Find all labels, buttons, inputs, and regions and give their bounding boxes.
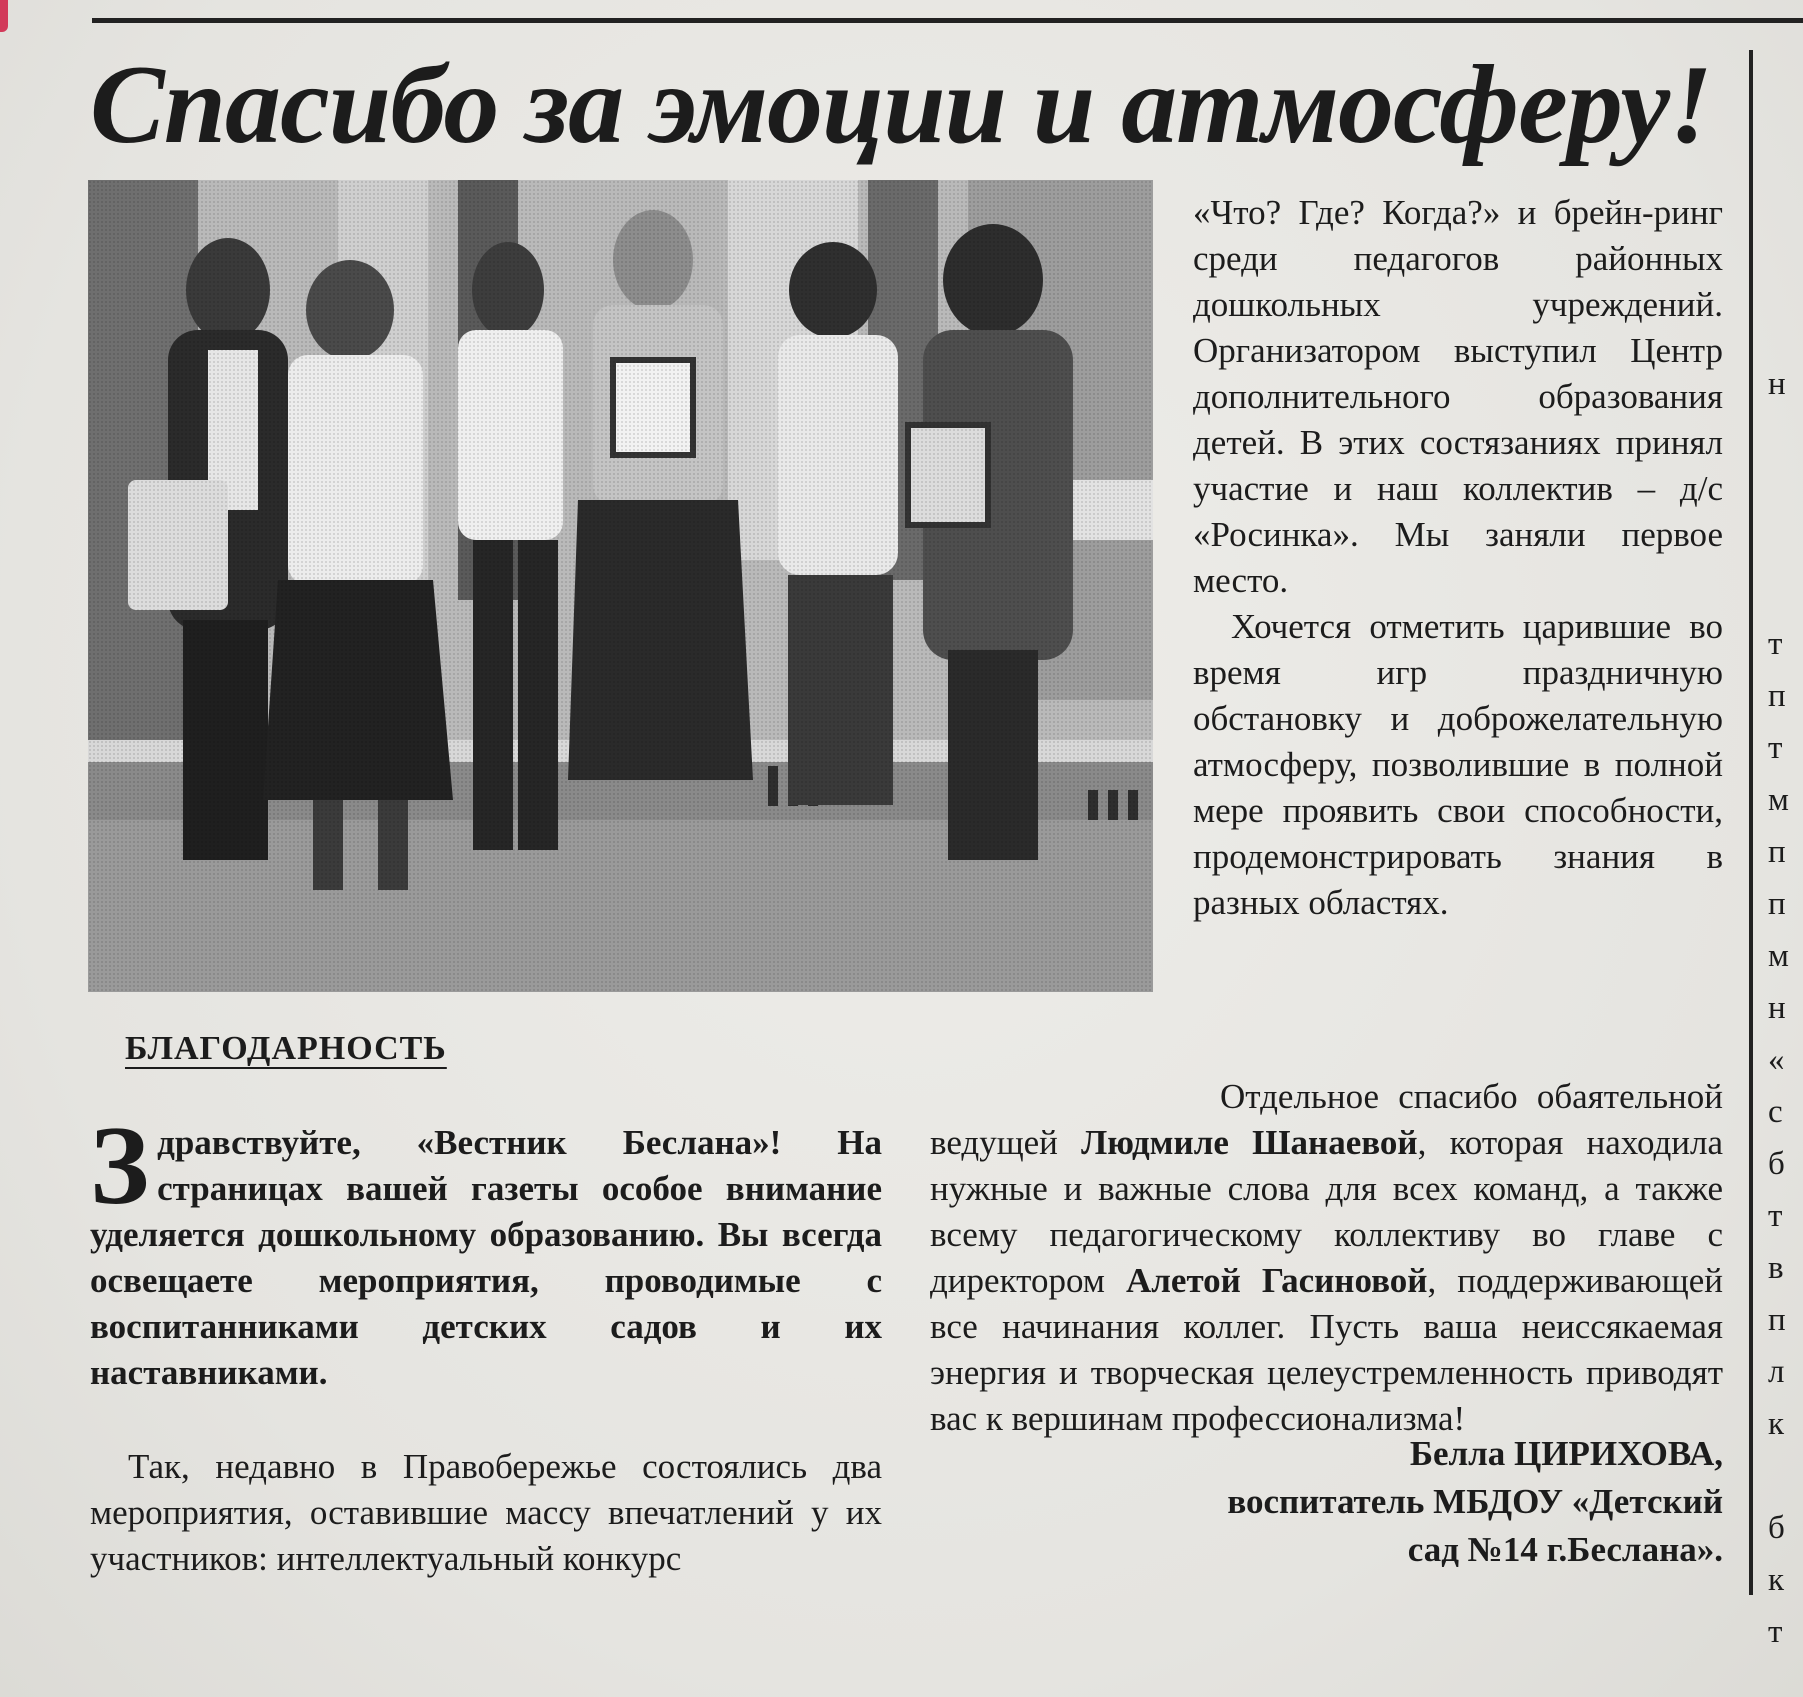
edge-letter: м (1768, 782, 1789, 818)
lead-paragraph (90, 1104, 882, 1396)
edge-letter (1768, 516, 1803, 568)
thanks-part-3: , поддерживающей все начинания коллег. Пусть ваша неиссякаемая энергия и творческая целеустремленность приводят вас к вершинам профессионализма! (930, 1261, 1724, 1438)
edge-letter: к (1768, 1406, 1785, 1442)
edge-letter: н (1768, 990, 1786, 1026)
edge-letter: п (1768, 834, 1786, 870)
top-rule (92, 18, 1803, 23)
drop-cap: З (90, 1104, 150, 1228)
right-paragraph-2: Хочется отметить царившие во время игр праздничную обстановку и доброжелательную атмосферу, позволившие в полной мере проявить свои способности, продемонстрировать знания в разных областях. (1193, 607, 1723, 922)
edge-letter: н (1768, 366, 1786, 402)
edge-letter: б (1768, 1510, 1785, 1546)
column-divider (1749, 50, 1753, 1595)
edge-letter: в (1768, 1250, 1784, 1286)
edge-letter: т (1768, 1198, 1783, 1234)
edge-letter: п (1768, 678, 1786, 714)
left-body-text (90, 1444, 882, 1582)
edge-letter (1768, 568, 1803, 620)
edge-letter: т (1768, 730, 1783, 766)
edge-letter: к (1768, 1562, 1785, 1598)
edge-letter: т (1768, 626, 1783, 662)
edge-letter: п (1768, 886, 1786, 922)
adjacent-column-fragment (1768, 360, 1803, 1660)
lead-text: дравствуйте, «Вестник Беслана»! На страницах вашей газеты особое внимание уделяется дошкольному образованию. Вы всегда освещаете мероприятия, проводимые с воспитанниками детских садов и их наставниками. (90, 1123, 882, 1392)
author-signature (930, 1430, 1723, 1574)
edge-letter: л (1768, 1354, 1785, 1390)
director-name: Алетой Гасиновой (1126, 1261, 1428, 1300)
thanks-part-1: Отдельное спасибо обаятельной ведущей (930, 1077, 1723, 1162)
host-name: Людмиле Шанаевой (1081, 1123, 1418, 1162)
edge-letter: с (1768, 1094, 1783, 1130)
right-column-text (1193, 190, 1723, 926)
edge-letter (1768, 464, 1803, 516)
signature-line-2: воспитатель МБДОУ «Детский (1227, 1482, 1723, 1521)
left-paragraph: Так, недавно в Правобережье состоялись два мероприятия, оставившие массу впечатлений у их участников: интеллектуальный конкурс (90, 1447, 882, 1578)
edge-letter (1768, 412, 1803, 464)
group-photo (88, 180, 1153, 992)
edge-letter: м (1768, 938, 1789, 974)
edge-letter: п (1768, 1302, 1786, 1338)
red-corner-mark (0, 0, 8, 32)
edge-letter: « (1768, 1042, 1785, 1078)
signature-line-1: Белла ЦИРИХОВА, (1409, 1434, 1723, 1473)
section-kicker: БЛАГОДАРНОСТЬ (125, 1030, 447, 1067)
thanks-paragraph (930, 1074, 1723, 1442)
right-paragraph-1: «Что? Где? Когда?» и брейн-ринг среди педагогов районных дошкольных учреждений. Организатором выступил Центр дополнительного образования детей. В этих состязаниях принял участие и наш коллектив – д/с «Росинка». Мы заняли первое место. (1193, 193, 1723, 600)
edge-letter: б (1768, 1146, 1785, 1182)
edge-letter (1768, 1452, 1803, 1504)
article-headline: Спасибо за эмоции и атмосферу! (90, 43, 1712, 167)
thanks-part-2: , которая находила нужные и важные слова для всех команд, а также всему педагогическому коллективу во главе с директором (930, 1123, 1723, 1300)
thanks-text (930, 1074, 1723, 1442)
signature-line-3: сад №14 г.Беслана». (1407, 1530, 1723, 1569)
edge-letter: т (1768, 1614, 1783, 1650)
